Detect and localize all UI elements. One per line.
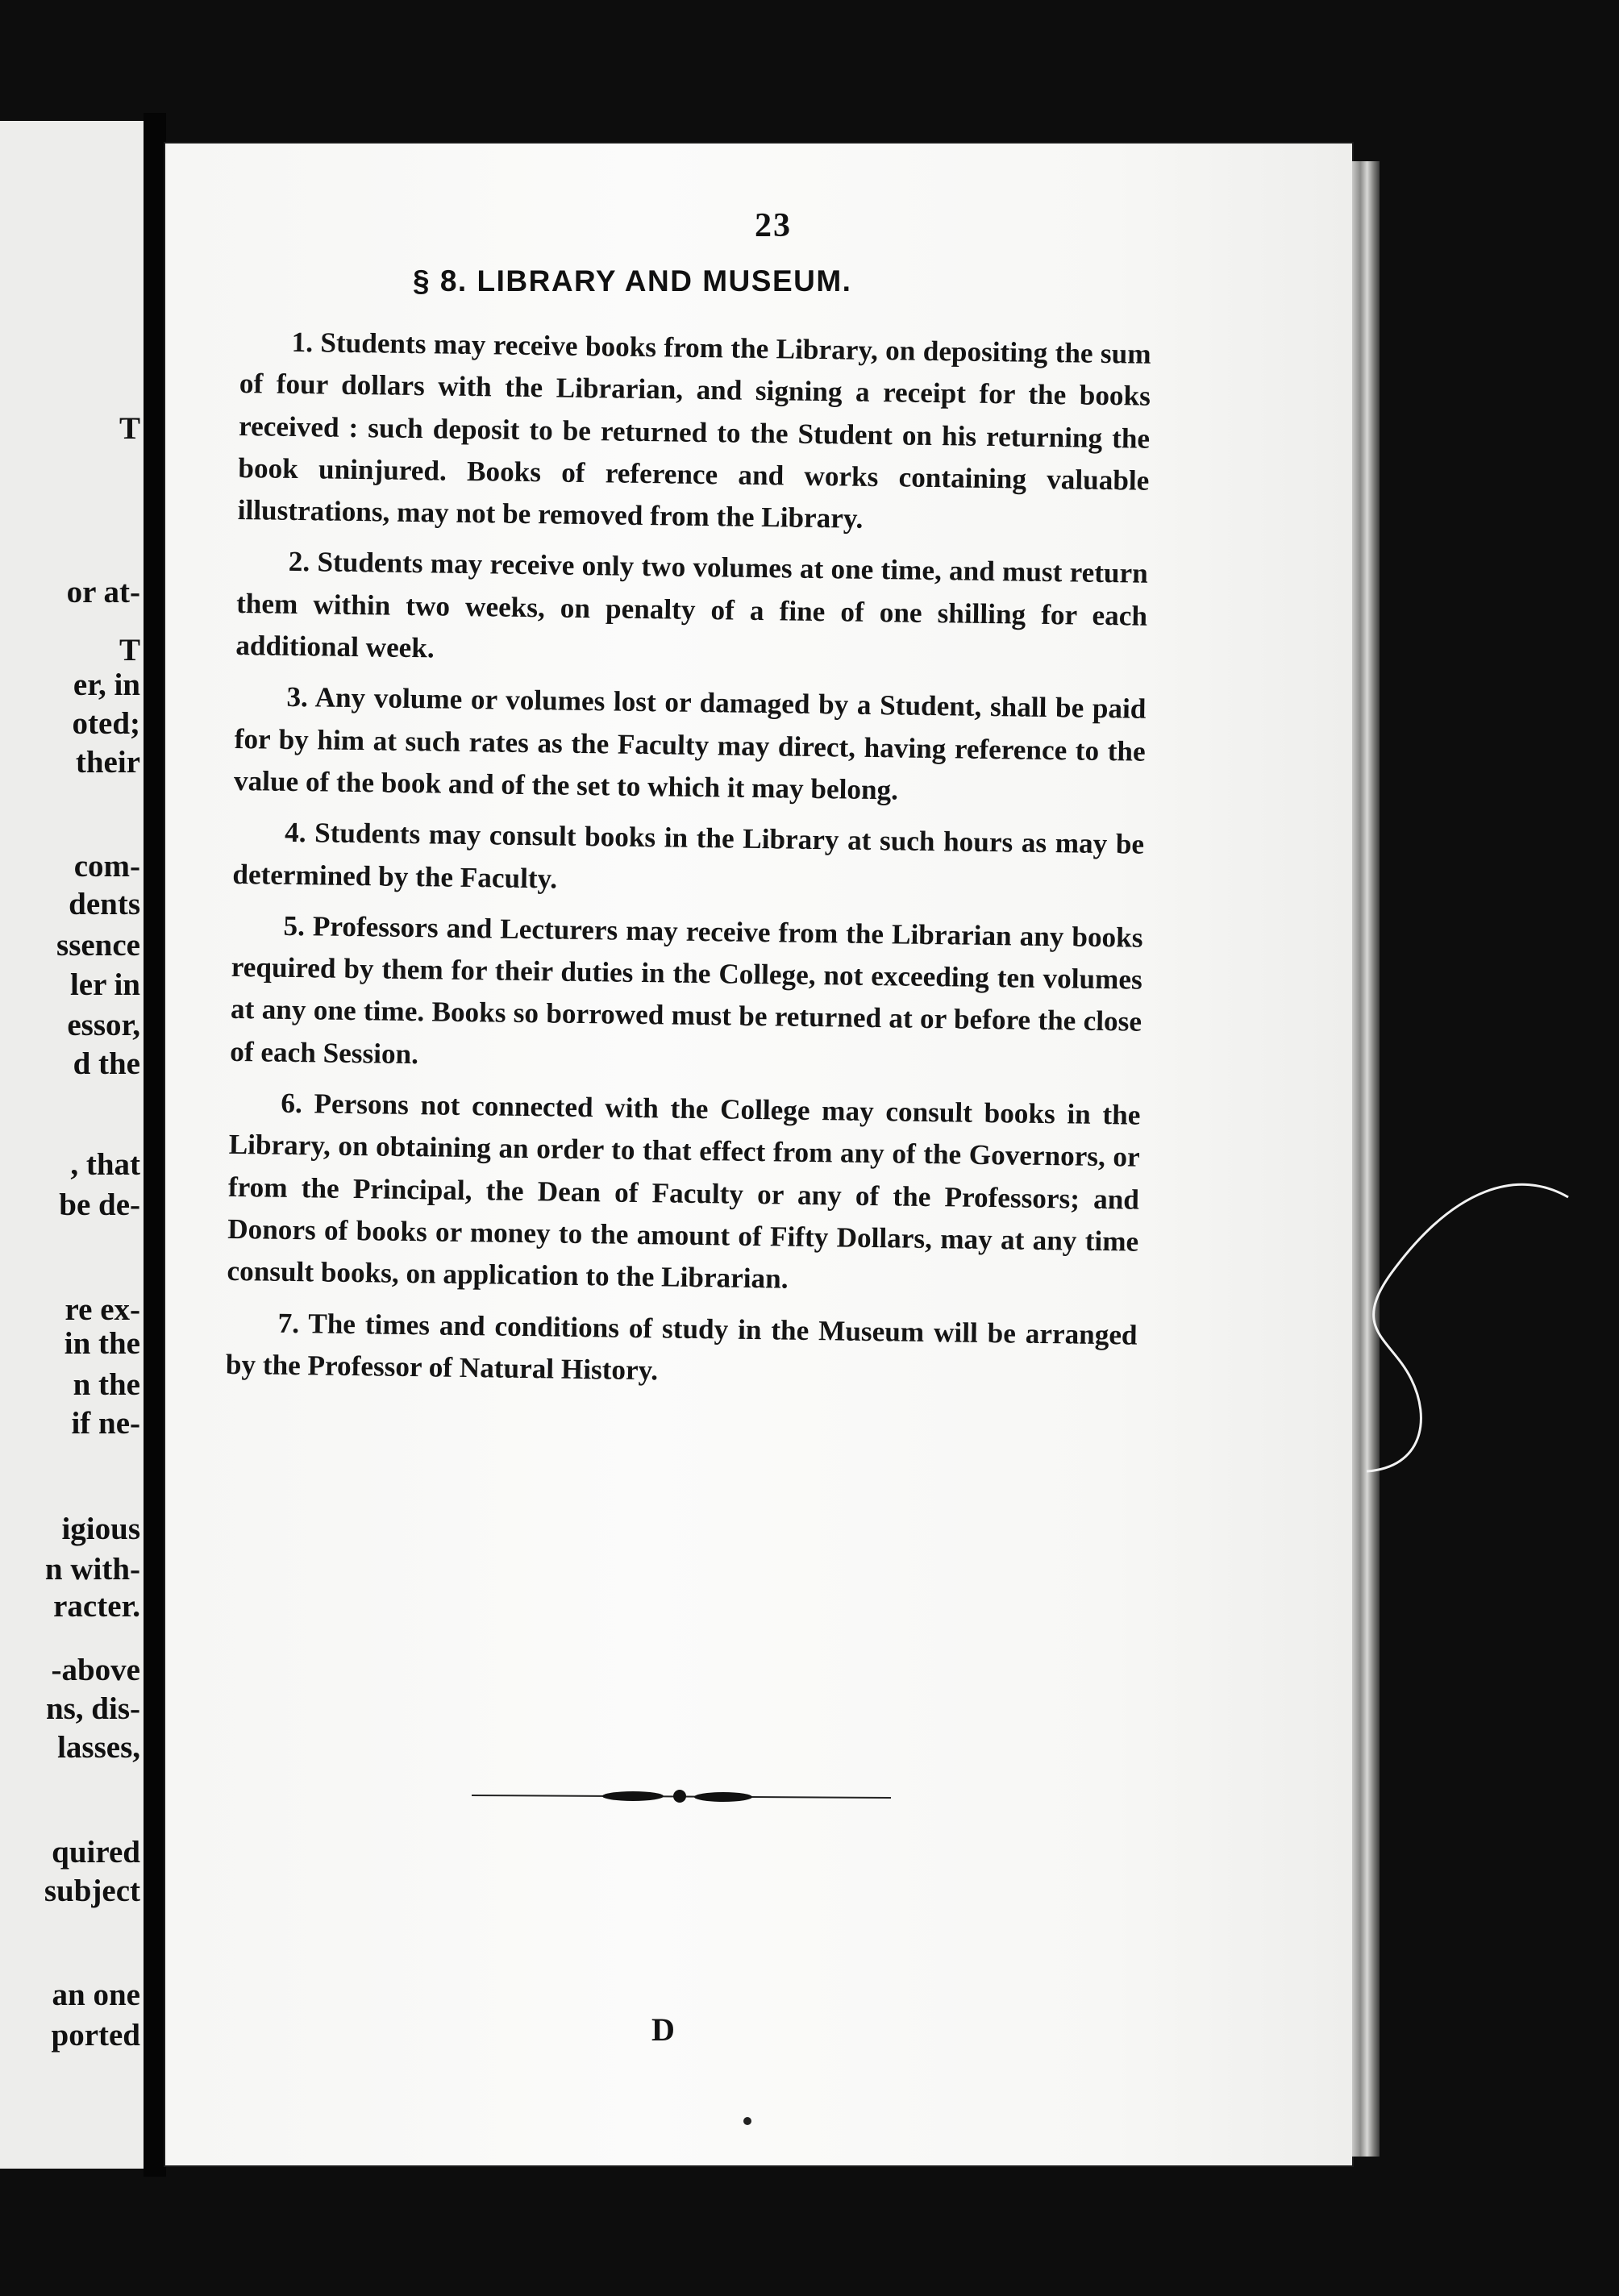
facing-page-line: com-: [73, 849, 140, 884]
rule-paragraph: 2. Students may receive only two volumes at one time, and must return them within two weeks, on penalty of a fine of one shilling for each additional week.: [235, 546, 1149, 664]
facing-page-line: quired: [52, 1835, 140, 1870]
facing-page-line: if ne-: [71, 1406, 140, 1441]
rule-paragraph: 1. Students may receive books from the Library, on depositing the sum of four dollars with the Librarian, and signing a receipt for the books received : such deposit to be returned to the Student on his returning the book uninjured. Books of reference and works containing valuable illustrations, may not be removed from the Library.: [237, 326, 1151, 534]
facing-page-line: ns, dis-: [45, 1691, 140, 1726]
rule-paragraph: 5. Professors and Lecturers may receive from the Librarian any books required by them for their duties in the College, not exceeding ten volumes at any one time. Books so borrowed must be returned at or before the close of each Session.: [230, 909, 1143, 1070]
facing-page-line: oted;: [72, 706, 140, 741]
facing-page-line: igious: [61, 1512, 140, 1546]
facing-page-line: an one: [52, 1978, 140, 2012]
facing-page-line: d the: [73, 1046, 140, 1081]
section-heading: § 8. LIBRARY AND MUSEUM.: [413, 264, 852, 297]
rule-paragraph: 6. Persons not connected with the College may consult books in the Library, on obtaining an order to that effect from any of the Governors, or from the Principal, the Dean of Faculty or any of the Professors; and Donors of books or money to the amount of Fifty Dollars, may at any time consult books, on application to the Librarian.: [227, 1087, 1141, 1295]
library-rules: [225, 321, 1151, 1408]
facing-page-line: ssence: [56, 928, 140, 963]
section-end-ornament: [472, 1782, 891, 1806]
facing-page-line: essor,: [67, 1008, 140, 1042]
book-gutter: [144, 113, 166, 2177]
stray-thread: [1334, 1169, 1576, 1491]
facing-page-line: their: [75, 745, 140, 780]
facing-page-line: lasses,: [57, 1730, 140, 1765]
facing-page-line: T: [119, 411, 140, 446]
facing-page-line: be de-: [59, 1188, 140, 1222]
printer-dot: [743, 2117, 751, 2125]
facing-page-line: dents: [69, 887, 140, 921]
rule-paragraph: 7. The times and conditions of study in the Museum will be arranged by the Professor of Natural History.: [225, 1307, 1138, 1387]
facing-page-line: -above: [51, 1653, 140, 1687]
facing-page-line: ported: [51, 2018, 140, 2053]
rule-paragraph: 4. Students may consult books in the Library at such hours as may be determined by the Faculty.: [232, 817, 1145, 895]
facing-page-line: in the: [64, 1326, 140, 1361]
facing-page-line: ler in: [69, 967, 140, 1002]
facing-page-line: or at-: [66, 575, 140, 609]
facing-page-line: , that: [70, 1147, 140, 1182]
facing-page-line: er, in: [73, 668, 140, 702]
facing-page-line: n with-: [44, 1552, 140, 1587]
facing-page-line: T: [119, 633, 140, 668]
facing-page-line: re ex-: [65, 1292, 140, 1327]
signature-mark: D: [651, 2011, 675, 2048]
facing-page-line: n the: [73, 1367, 140, 1402]
page-edge: [1352, 161, 1380, 2157]
facing-page: [0, 121, 145, 2169]
facing-page-line: subject: [44, 1874, 140, 1908]
page-number: 23: [755, 207, 792, 244]
rule-paragraph: 3. Any volume or volumes lost or damaged by a Student, shall be paid for by him at such rates as the Faculty may direct, having reference to the value of the book and of the set to which it may belong.: [233, 681, 1147, 806]
facing-page-line: racter.: [53, 1589, 140, 1624]
